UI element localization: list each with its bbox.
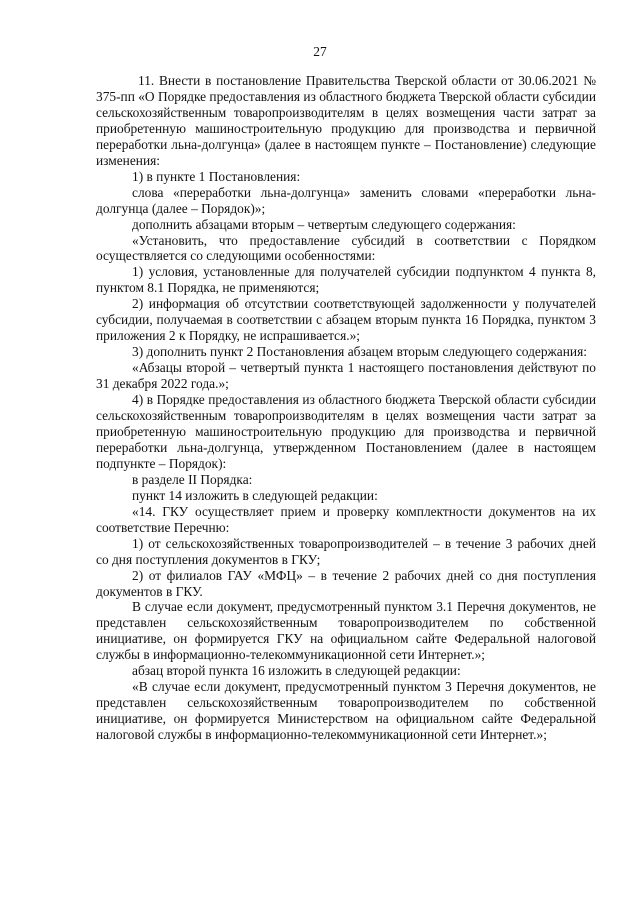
paragraph-words-replace: слова «переработки льна-долгунца» заменить словами «переработки льна-долгунца (далее – Порядок)»; [96, 184, 596, 216]
paragraph-condition-2: 2) информация об отсутствии соответствующей задолженности у получателей субсидии, получаемая в соответствии с абзацем вторым пункта 16 Порядка, пунктом 3 приложения 2 к Порядку, не испрашивается.»; [96, 296, 596, 344]
paragraph-point-16: «В случае если документ, предусмотренный пунктом 3 Перечня документов, не представлен сельскохозяйственным товаропроизводителем по собственной инициативе, он формируется Министерством на официальном сайте Федеральной налоговой службы в информационно-телекоммуникационной сети Интернет.»; [96, 679, 596, 743]
page-number: 27 [313, 44, 327, 59]
paragraph-subitem-1: 1) в пункте 1 Постановления: [132, 168, 301, 184]
paragraph-point-16-intro: абзац второй пункта 16 изложить в следующей редакции: [132, 663, 461, 679]
paragraph-point-14: «14. ГКУ осуществляет прием и проверку комплектности документов на их соответствие Перечню: [96, 503, 596, 535]
document-body [96, 73, 596, 743]
paragraph-item-11: 11. Внести в постановление Правительства Тверской области от 30.06.2021 № 375-пп «О Порядке предоставления из областного бюджета Тверской области субсидии сельскохозяйственным товаропроизводителям в целях возмещения части затрат за приобретенную машиностроительную продукцию для производства и первичной переработки льна-долгунца» (далее в настоящем пункте – Постановление) следующие изменения: [96, 73, 596, 168]
paragraph-point-14-2: 2) от филиалов ГАУ «МФЦ» – в течение 2 рабочих дней со дня поступления документов в ГКУ. [96, 567, 596, 599]
paragraph-quote-start: «Установить, что предоставление субсидий в соответствии с Порядком осуществляется со следующими особенностями: [96, 232, 596, 264]
paragraph-gku-formation: В случае если документ, предусмотренный пунктом 3.1 Перечня документов, не представлен сельскохозяйственным товаропроизводителем по собственной инициативе, он формируется ГКУ на официальном сайте Федеральной налоговой службы в информационно-телекоммуникационной сети Интернет.»; [96, 599, 596, 663]
paragraph-point-14-1: 1) от сельскохозяйственных товаропроизводителей – в течение 3 рабочих дней со дня поступления документов в ГКУ; [96, 535, 596, 567]
paragraph-subitem-3: 3) дополнить пункт 2 Постановления абзацем вторым следующего содержания: [132, 344, 587, 360]
paragraph-condition-1: 1) условия, установленные для получателей субсидии подпунктом 4 пункта 8, пунктом 8.1 Порядка, не применяются; [96, 264, 596, 296]
paragraph-validity: «Абзацы второй – четвертый пункта 1 настоящего постановления действуют по 31 декабря 2022 года.»; [96, 360, 596, 392]
paragraph-subitem-4: 4) в Порядке предоставления из областного бюджета Тверской области субсидии сельскохозяйственным товаропроизводителям в целях возмещения части затрат за приобретенную машиностроительную продукцию для производства и первичной переработки льна-долгунца, утвержденном Постановлением (далее в настоящем подпункте – Порядок): [96, 392, 596, 471]
paragraph-point-14-intro: пункт 14 изложить в следующей редакции: [132, 487, 378, 503]
paragraph-add-abzacy: дополнить абзацами вторым – четвертым следующего содержания: [132, 216, 516, 232]
paragraph-section-2: в разделе II Порядка: [132, 471, 253, 487]
